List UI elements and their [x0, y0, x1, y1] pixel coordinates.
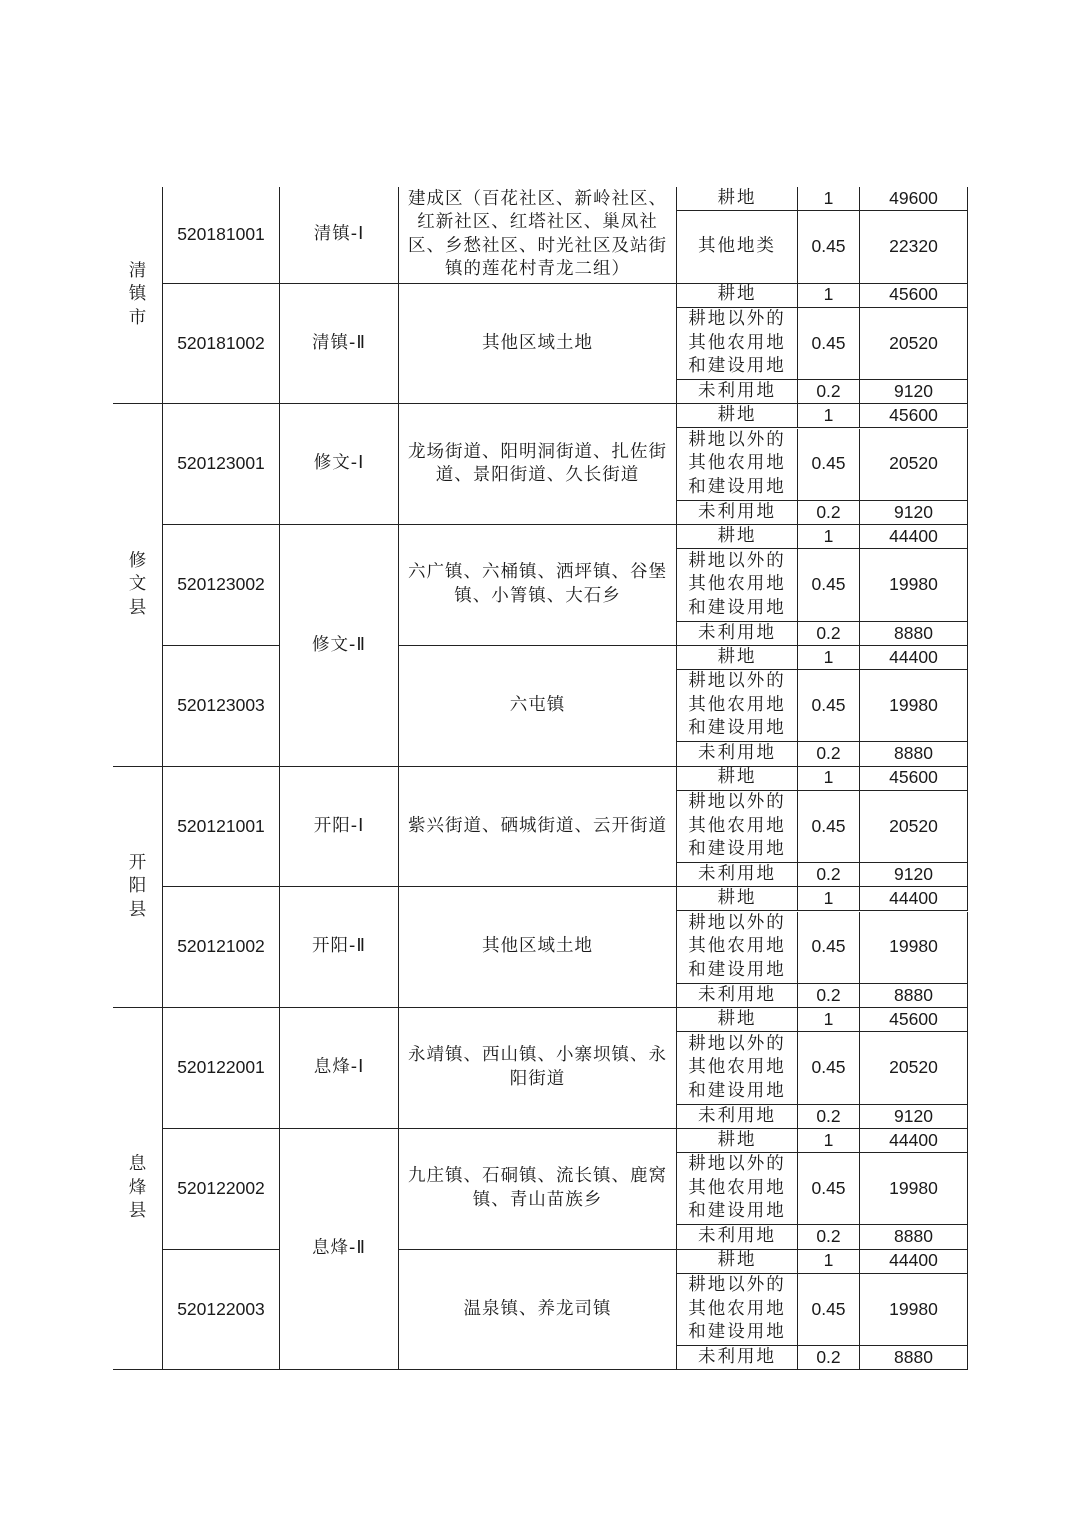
- land-category-cell-text: 耕地以外的其他农用地和建设用地: [688, 1033, 786, 1101]
- land-category-cell: [677, 549, 798, 621]
- price-cell-text: 8880: [894, 743, 933, 764]
- admin-code-cell-text: 520181001: [177, 224, 265, 245]
- price-cell-text: 9120: [894, 1105, 933, 1126]
- land-category-cell-text: 耕地以外的其他农用地和建设用地: [688, 912, 786, 980]
- zone-name-cell-text: 开阳-Ⅱ: [312, 936, 366, 957]
- land-category-cell-text: 耕地: [717, 888, 757, 909]
- zone-name-cell: [280, 525, 399, 767]
- zone-name-cell: [280, 1129, 399, 1371]
- price-cell: [860, 404, 968, 428]
- price-cell-text: 49600: [889, 187, 938, 208]
- adjust-coef-cell: [798, 767, 860, 791]
- adjust-coef-cell: [798, 1250, 860, 1274]
- price-cell: [860, 1129, 968, 1153]
- price-cell: [860, 187, 968, 211]
- adjust-coef-cell-text: 1: [823, 1008, 834, 1029]
- land-category-cell-text: 耕地: [717, 646, 757, 667]
- area-range-cell: [399, 646, 677, 767]
- adjust-coef-cell-text: 0.2: [816, 501, 841, 522]
- admin-code-cell-text: 520121001: [177, 815, 265, 836]
- area-range-cell-text: 紫兴街道、硒城街道、云开街道: [408, 815, 667, 836]
- land-category-cell-text: 耕地: [717, 525, 757, 546]
- adjust-coef-cell: [798, 887, 860, 911]
- price-cell-text: 8880: [894, 1226, 933, 1247]
- adjust-coef-cell: [798, 622, 860, 646]
- land-category-cell-text: 未利用地: [698, 743, 776, 764]
- price-cell: [860, 1032, 968, 1104]
- area-range-cell-text: 其他区域土地: [482, 936, 593, 957]
- price-cell-text: 19980: [889, 936, 938, 957]
- land-category-cell: [677, 211, 798, 283]
- admin-code-cell-text: 520181002: [177, 332, 265, 353]
- land-category-cell: [677, 1225, 798, 1249]
- price-cell-text: 20520: [889, 453, 938, 474]
- adjust-coef-cell: [798, 1032, 860, 1104]
- land-category-cell-text: 耕地以外的其他农用地和建设用地: [688, 1275, 786, 1343]
- adjust-coef-cell: [798, 404, 860, 428]
- price-cell: [860, 380, 968, 404]
- adjust-coef-cell: [798, 549, 860, 621]
- land-category-cell: [677, 1274, 798, 1346]
- adjust-coef-cell: [798, 912, 860, 984]
- adjust-coef-cell-text: 0.2: [816, 1105, 841, 1126]
- price-cell: [860, 211, 968, 283]
- land-category-cell: [677, 1105, 798, 1129]
- price-cell: [860, 1225, 968, 1249]
- land-category-cell-text: 耕地以外的其他农用地和建设用地: [688, 309, 786, 377]
- land-category-cell-text: 未利用地: [698, 381, 776, 402]
- adjust-coef-cell: [798, 1153, 860, 1225]
- county-cell-text: 修文县: [128, 550, 147, 618]
- price-cell: [860, 791, 968, 863]
- land-category-cell: [677, 912, 798, 984]
- land-category-cell: [677, 887, 798, 911]
- price-cell-text: 45600: [889, 1008, 938, 1029]
- price-cell: [860, 887, 968, 911]
- land-category-cell: [677, 525, 798, 549]
- admin-code-cell: [163, 1008, 280, 1129]
- adjust-coef-cell-text: 1: [823, 284, 834, 305]
- land-category-cell-text: 耕地: [717, 1250, 757, 1271]
- price-cell: [860, 501, 968, 525]
- adjust-coef-cell-text: 0.45: [811, 1177, 846, 1198]
- land-category-cell-text: 耕地以外的其他农用地和建设用地: [688, 792, 786, 860]
- adjust-coef-cell-text: 0.2: [816, 1347, 841, 1368]
- land-category-cell: [677, 1250, 798, 1274]
- price-cell-text: 45600: [889, 284, 938, 305]
- county-cell: [113, 1008, 163, 1370]
- price-cell: [860, 549, 968, 621]
- zone-name-cell-text: 修文-Ⅱ: [312, 634, 366, 655]
- adjust-coef-cell-text: 1: [823, 187, 834, 208]
- adjust-coef-cell: [798, 1008, 860, 1032]
- adjust-coef-cell-text: 0.45: [811, 1298, 846, 1319]
- land-category-cell-text: 耕地以外的其他农用地和建设用地: [688, 429, 786, 497]
- land-category-cell: [677, 984, 798, 1008]
- adjust-coef-cell: [798, 501, 860, 525]
- price-cell-text: 20520: [889, 332, 938, 353]
- adjust-coef-cell-text: 1: [823, 646, 834, 667]
- zone-name-cell: [280, 284, 399, 405]
- price-cell-text: 9120: [894, 501, 933, 522]
- price-cell: [860, 1346, 968, 1370]
- price-cell: [860, 1008, 968, 1032]
- adjust-coef-cell: [798, 742, 860, 766]
- adjust-coef-cell-text: 0.2: [816, 1226, 841, 1247]
- land-category-cell-text: 未利用地: [698, 501, 776, 522]
- county-cell-text: 息烽县: [128, 1154, 147, 1222]
- county-cell: [113, 767, 163, 1009]
- price-cell-text: 45600: [889, 767, 938, 788]
- adjust-coef-cell-text: 0.2: [816, 622, 841, 643]
- price-cell: [860, 912, 968, 984]
- price-cell-text: 19980: [889, 574, 938, 595]
- adjust-coef-cell: [798, 1274, 860, 1346]
- area-range-cell: [399, 1129, 677, 1250]
- price-cell: [860, 1105, 968, 1129]
- adjust-coef-cell-text: 0.45: [811, 936, 846, 957]
- land-category-cell: [677, 742, 798, 766]
- adjust-coef-cell-text: 1: [823, 525, 834, 546]
- price-cell: [860, 1250, 968, 1274]
- price-cell: [860, 1274, 968, 1346]
- land-category-cell: [677, 429, 798, 501]
- zone-name-cell-text: 开阳-Ⅰ: [313, 815, 365, 836]
- adjust-coef-cell-text: 1: [823, 1129, 834, 1150]
- adjust-coef-cell: [798, 211, 860, 283]
- admin-code-cell: [163, 525, 280, 646]
- land-category-cell-text: 其他地类: [698, 236, 776, 257]
- land-category-cell: [677, 863, 798, 887]
- area-range-cell-text: 永靖镇、西山镇、小寨坝镇、永阳街道: [408, 1045, 667, 1089]
- admin-code-cell: [163, 404, 280, 525]
- land-category-cell: [677, 284, 798, 308]
- area-range-cell: [399, 887, 677, 1008]
- area-range-cell-text: 六广镇、六桶镇、洒坪镇、谷堡镇、小箐镇、大石乡: [408, 562, 667, 606]
- price-cell-text: 20520: [889, 815, 938, 836]
- adjust-coef-cell: [798, 380, 860, 404]
- price-cell-text: 44400: [889, 525, 938, 546]
- price-cell-text: 19980: [889, 694, 938, 715]
- adjust-coef-cell: [798, 187, 860, 211]
- adjust-coef-cell-text: 1: [823, 405, 834, 426]
- land-category-cell-text: 耕地以外的其他农用地和建设用地: [688, 550, 786, 618]
- price-cell: [860, 984, 968, 1008]
- admin-code-cell: [163, 1250, 280, 1371]
- adjust-coef-cell-text: 1: [823, 767, 834, 788]
- area-range-cell: [399, 284, 677, 405]
- land-category-cell: [677, 646, 798, 670]
- land-category-cell-text: 未利用地: [698, 984, 776, 1005]
- land-category-cell: [677, 501, 798, 525]
- admin-code-cell-text: 520121002: [177, 936, 265, 957]
- adjust-coef-cell: [798, 525, 860, 549]
- area-range-cell-text: 建成区（百花社区、新岭社区、红新社区、红塔社区、巢凤社区、乡愁社区、时光社区及站街镇的莲花村青龙二组）: [408, 188, 667, 280]
- land-category-cell: [677, 791, 798, 863]
- land-category-cell-text: 未利用地: [698, 1226, 776, 1247]
- admin-code-cell-text: 520122001: [177, 1057, 265, 1078]
- county-cell-text: 开阳县: [128, 852, 147, 920]
- area-range-cell: [399, 1250, 677, 1371]
- land-category-cell: [677, 380, 798, 404]
- land-category-cell: [677, 404, 798, 428]
- zone-name-cell: [280, 1008, 399, 1129]
- area-range-cell-text: 六屯镇: [509, 694, 566, 715]
- county-cell: [113, 404, 163, 766]
- price-cell: [860, 1153, 968, 1225]
- price-cell: [860, 767, 968, 791]
- price-cell-text: 19980: [889, 1298, 938, 1319]
- admin-code-cell-text: 520123003: [177, 694, 265, 715]
- zone-name-cell-text: 息烽-Ⅱ: [312, 1238, 366, 1259]
- admin-code-cell: [163, 1129, 280, 1250]
- zone-name-cell: [280, 887, 399, 1008]
- admin-code-cell: [163, 767, 280, 888]
- price-cell-text: 8880: [894, 1347, 933, 1368]
- zone-name-cell-text: 修文-Ⅰ: [313, 453, 365, 474]
- admin-code-cell-text: 520122003: [177, 1298, 265, 1319]
- area-range-cell-text: 龙场街道、阳明洞街道、扎佐街道、景阳街道、久长街道: [408, 441, 667, 486]
- adjust-coef-cell-text: 0.2: [816, 743, 841, 764]
- adjust-coef-cell: [798, 429, 860, 501]
- adjust-coef-cell-text: 0.45: [811, 236, 846, 257]
- price-cell-text: 22320: [889, 236, 938, 257]
- zone-name-cell: [280, 404, 399, 525]
- land-category-cell: [677, 670, 798, 742]
- land-category-cell: [677, 187, 798, 211]
- adjust-coef-cell: [798, 984, 860, 1008]
- adjust-coef-cell: [798, 284, 860, 308]
- land-category-cell-text: 耕地: [717, 284, 757, 305]
- adjust-coef-cell-text: 0.45: [811, 1057, 846, 1078]
- adjust-coef-cell-text: 1: [823, 1250, 834, 1271]
- land-category-cell-text: 未利用地: [698, 622, 776, 643]
- adjust-coef-cell: [798, 1105, 860, 1129]
- area-range-cell: [399, 525, 677, 646]
- zone-name-cell-text: 清镇-Ⅰ: [313, 224, 365, 245]
- adjust-coef-cell-text: 0.45: [811, 694, 846, 715]
- adjust-coef-cell: [798, 1346, 860, 1370]
- area-range-cell: [399, 187, 677, 284]
- land-category-cell-text: 耕地以外的其他农用地和建设用地: [688, 671, 786, 739]
- adjust-coef-cell: [798, 791, 860, 863]
- zone-name-cell: [280, 187, 399, 284]
- land-category-cell: [677, 1008, 798, 1032]
- land-category-cell: [677, 1129, 798, 1153]
- price-cell: [860, 284, 968, 308]
- price-cell-text: 8880: [894, 984, 933, 1005]
- land-category-cell: [677, 1153, 798, 1225]
- land-category-cell-text: 耕地: [717, 405, 757, 426]
- price-cell-text: 9120: [894, 381, 933, 402]
- zone-name-cell: [280, 767, 399, 888]
- land-category-cell: [677, 767, 798, 791]
- adjust-coef-cell: [798, 1225, 860, 1249]
- adjust-coef-cell: [798, 863, 860, 887]
- price-cell-text: 45600: [889, 405, 938, 426]
- county-cell-text: 清镇市: [128, 260, 147, 328]
- price-cell-text: 8880: [894, 622, 933, 643]
- adjust-coef-cell-text: 0.2: [816, 381, 841, 402]
- adjust-coef-cell-text: 0.45: [811, 332, 846, 353]
- county-cell: [113, 187, 163, 404]
- land-category-cell-text: 耕地: [717, 1008, 757, 1029]
- land-category-cell-text: 耕地: [717, 767, 757, 788]
- adjust-coef-cell-text: 0.45: [811, 815, 846, 836]
- price-cell: [860, 863, 968, 887]
- land-category-cell: [677, 622, 798, 646]
- price-cell: [860, 670, 968, 742]
- land-category-cell: [677, 1032, 798, 1104]
- adjust-coef-cell-text: 0.2: [816, 864, 841, 885]
- admin-code-cell: [163, 646, 280, 767]
- price-cell-text: 20520: [889, 1057, 938, 1078]
- price-cell-text: 44400: [889, 1129, 938, 1150]
- zone-name-cell-text: 息烽-Ⅰ: [313, 1057, 365, 1078]
- price-cell: [860, 622, 968, 646]
- land-category-cell-text: 未利用地: [698, 864, 776, 885]
- area-range-cell-text: 其他区域土地: [482, 332, 593, 353]
- area-range-cell: [399, 767, 677, 888]
- admin-code-cell: [163, 284, 280, 405]
- admin-code-cell-text: 520122002: [177, 1177, 265, 1198]
- land-category-cell: [677, 308, 798, 380]
- land-category-cell-text: 未利用地: [698, 1347, 776, 1368]
- adjust-coef-cell: [798, 646, 860, 670]
- admin-code-cell-text: 520123002: [177, 574, 265, 595]
- price-cell: [860, 429, 968, 501]
- adjust-coef-cell-text: 0.45: [811, 574, 846, 595]
- land-category-cell-text: 耕地以外的其他农用地和建设用地: [688, 1154, 786, 1222]
- adjust-coef-cell: [798, 308, 860, 380]
- price-cell-text: 44400: [889, 646, 938, 667]
- admin-code-cell-text: 520123001: [177, 453, 265, 474]
- price-cell: [860, 742, 968, 766]
- adjust-coef-cell-text: 0.45: [811, 453, 846, 474]
- admin-code-cell: [163, 887, 280, 1008]
- adjust-coef-cell: [798, 1129, 860, 1153]
- price-cell: [860, 646, 968, 670]
- land-category-cell-text: 未利用地: [698, 1105, 776, 1126]
- price-cell-text: 44400: [889, 1250, 938, 1271]
- area-range-cell-text: 九庄镇、石硐镇、流长镇、鹿窝镇、青山苗族乡: [408, 1166, 667, 1210]
- area-range-cell-text: 温泉镇、养龙司镇: [463, 1298, 612, 1319]
- area-range-cell: [399, 404, 677, 525]
- adjust-coef-cell-text: 0.2: [816, 984, 841, 1005]
- price-cell-text: 9120: [894, 864, 933, 885]
- zone-name-cell-text: 清镇-Ⅱ: [312, 332, 366, 353]
- price-cell-text: 44400: [889, 888, 938, 909]
- price-cell-text: 19980: [889, 1177, 938, 1198]
- land-category-cell-text: 耕地: [717, 1129, 757, 1150]
- price-cell: [860, 308, 968, 380]
- adjust-coef-cell: [798, 670, 860, 742]
- land-category-cell-text: 耕地: [717, 187, 757, 208]
- admin-code-cell: [163, 187, 280, 284]
- price-cell: [860, 525, 968, 549]
- adjust-coef-cell-text: 1: [823, 888, 834, 909]
- area-range-cell: [399, 1008, 677, 1129]
- land-category-cell: [677, 1346, 798, 1370]
